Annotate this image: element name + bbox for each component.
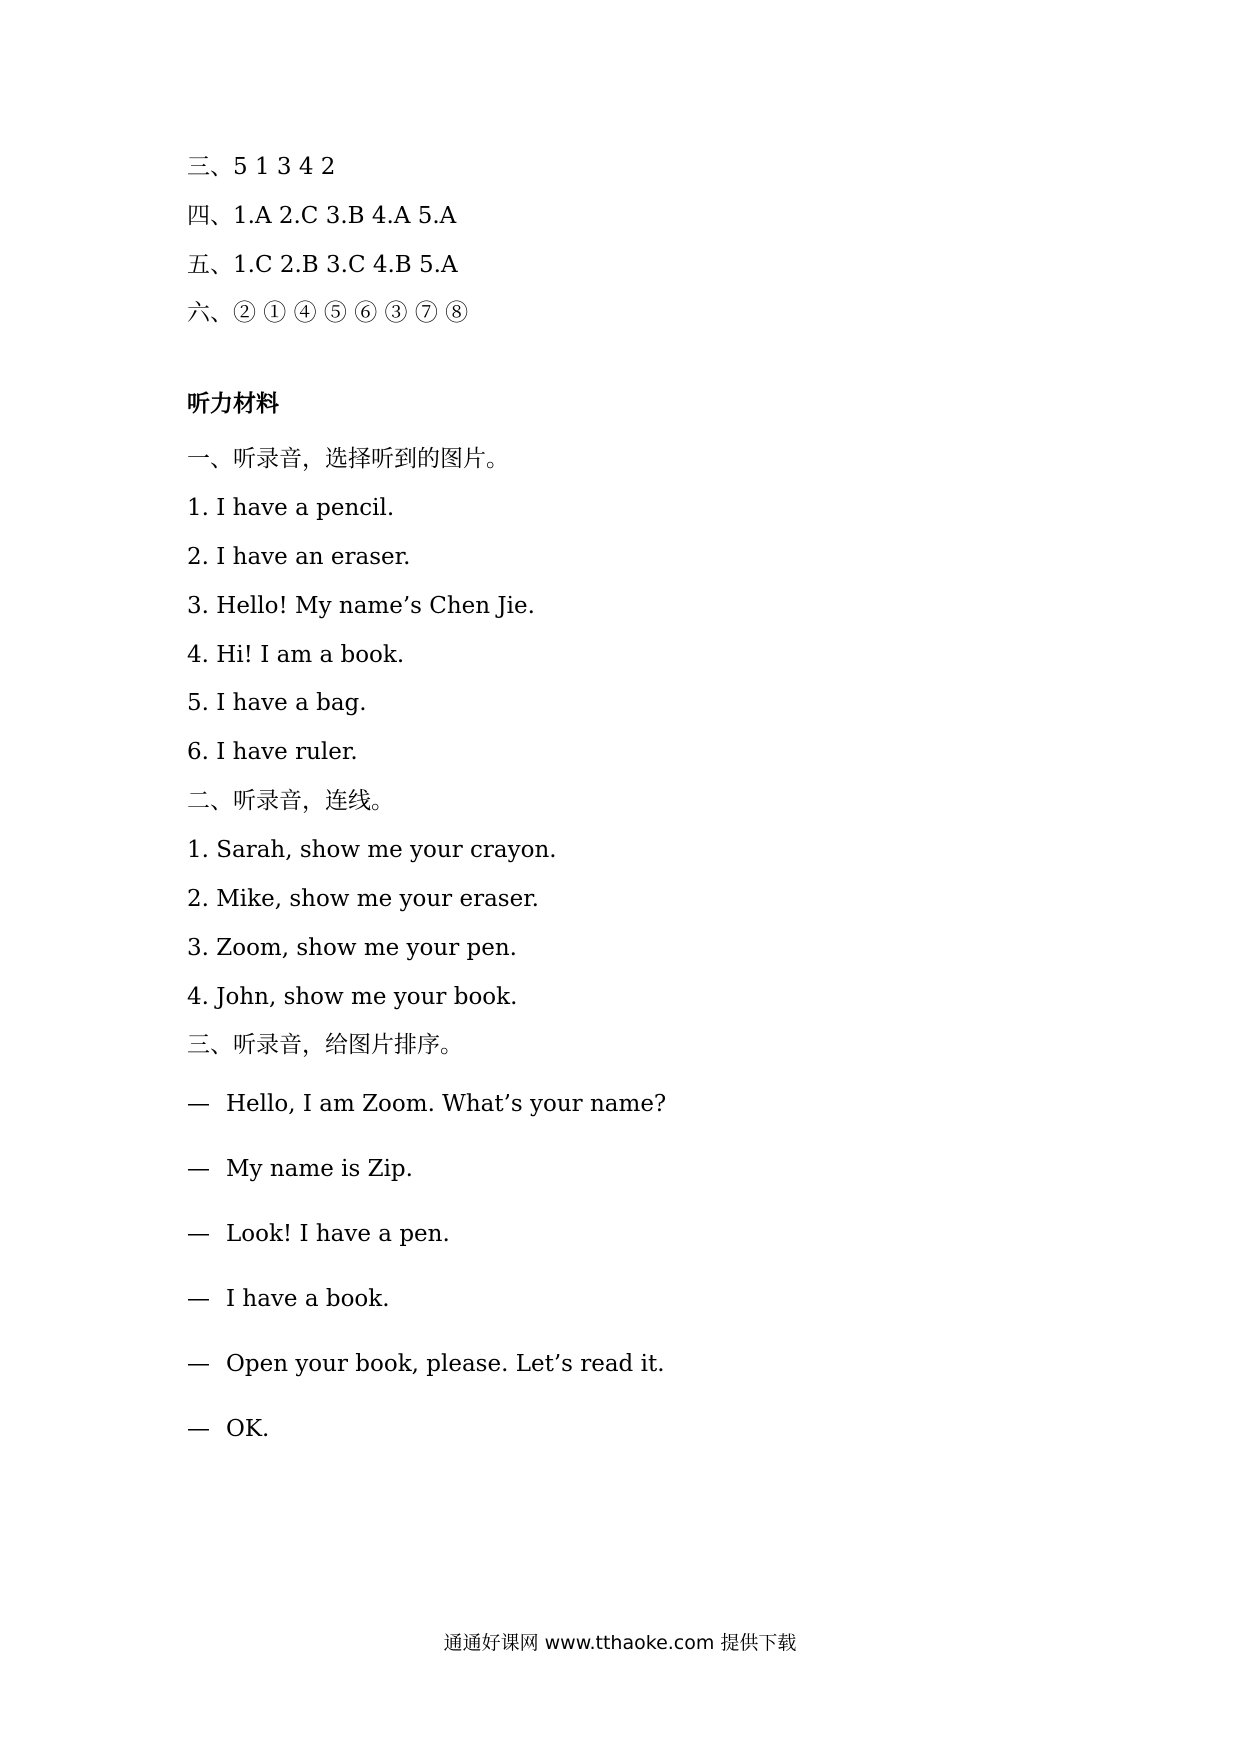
dialogue-text: Look! I have a pen.: [226, 1221, 450, 1247]
answer-line-6: 六、② ① ④ ⑤ ⑥ ③ ⑦ ⑧: [187, 300, 469, 326]
dialogue-text: Hello, I am Zoom. What’s your name?: [226, 1091, 667, 1117]
list-item: 4. John, show me your book.: [187, 984, 518, 1010]
list-item: 2. I have an eraser.: [187, 544, 411, 570]
answer-line-4: 四、1.A 2.C 3.B 4.A 5.A: [187, 203, 457, 229]
dialogue-text: My name is Zip.: [226, 1156, 413, 1182]
dialogue-text: Open your book, please. Let’s read it.: [226, 1351, 665, 1377]
dialogue-line: [187, 1284, 390, 1314]
section-title: 听力材料: [187, 391, 279, 417]
dash-mark: —: [187, 1351, 210, 1377]
page-footer: 通通好课网 www.tthaoke.com 提供下载: [443, 1632, 797, 1654]
list-item: 1. I have a pencil.: [187, 495, 395, 521]
dialogue-text: I have a book.: [226, 1286, 390, 1312]
list-item: 3. Hello! My name’s Chen Jie.: [187, 593, 535, 619]
answer-line-3: 三、5 1 3 4 2: [187, 154, 336, 180]
list-item: 2. Mike, show me your eraser.: [187, 886, 539, 912]
dash-mark: —: [187, 1416, 210, 1442]
section-heading-2: 二、听录音，连线。: [187, 788, 394, 814]
dash-mark: —: [187, 1221, 210, 1247]
dialogue-line: [187, 1154, 413, 1184]
dialogue-line: [187, 1414, 269, 1444]
dash-mark: —: [187, 1286, 210, 1312]
section-heading-1: 一、听录音，选择听到的图片。: [187, 446, 509, 472]
list-item: 1. Sarah, show me your crayon.: [187, 837, 557, 863]
dialogue-text: OK.: [226, 1416, 270, 1442]
dash-mark: —: [187, 1156, 210, 1182]
list-item: 5. I have a bag.: [187, 690, 367, 716]
answer-line-5: 五、1.C 2.B 3.C 4.B 5.A: [187, 252, 458, 278]
dialogue-line: [187, 1219, 450, 1249]
dialogue-line: [187, 1349, 665, 1379]
list-item: 6. I have ruler.: [187, 739, 358, 765]
dialogue-line: [187, 1089, 666, 1119]
section-heading-3: 三、听录音，给图片排序。: [187, 1032, 463, 1058]
list-item: 3. Zoom, show me your pen.: [187, 935, 517, 961]
list-item: 4. Hi! I am a book.: [187, 642, 405, 668]
dash-mark: —: [187, 1091, 210, 1117]
